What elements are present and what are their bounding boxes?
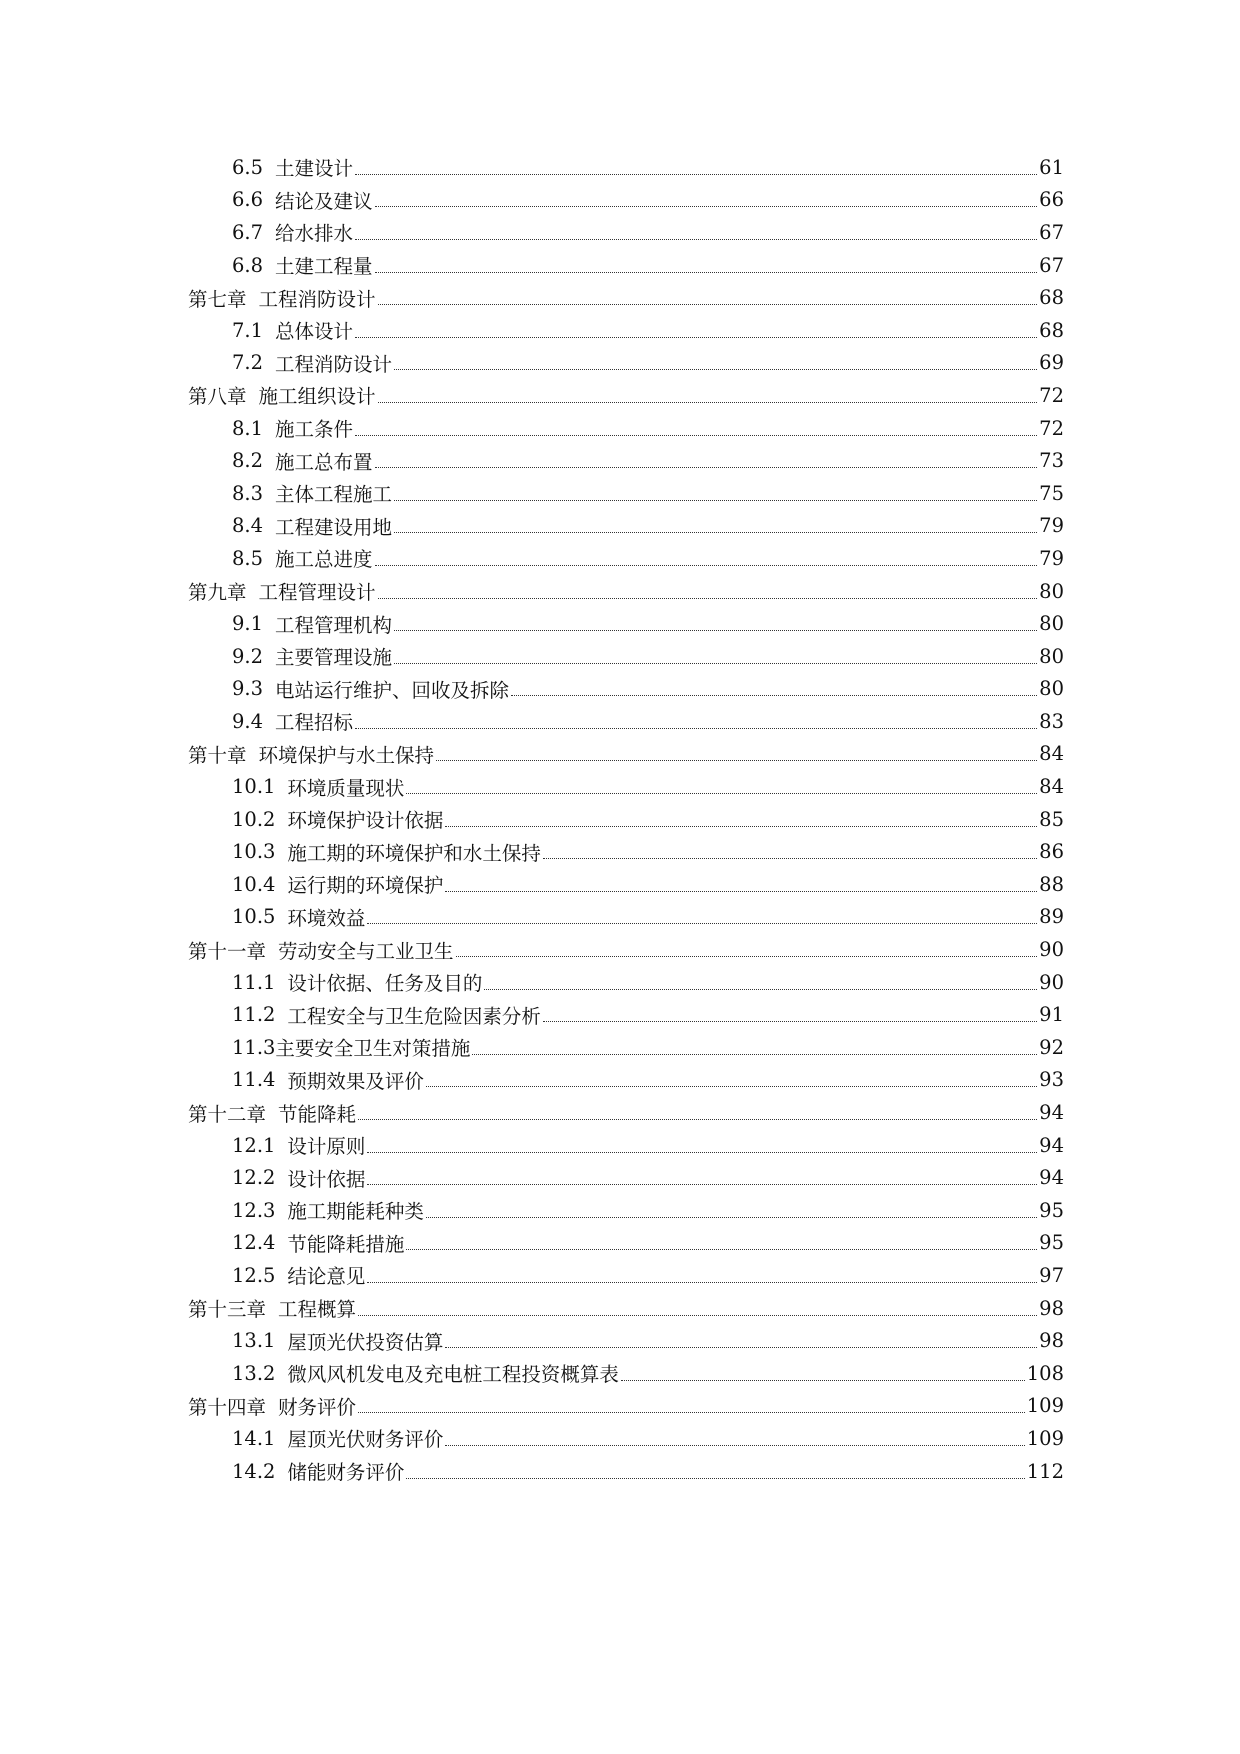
toc-entry-title: 工程管理设计 [258, 581, 376, 605]
toc-chapter-entry[interactable] [0, 1390, 1240, 1423]
toc-section-entry[interactable] [0, 803, 1240, 836]
toc-entry-number: 8.1 [232, 416, 264, 440]
toc-entry-title: 运行期的环境保护 [287, 874, 444, 898]
toc-chapter-entry[interactable] [0, 933, 1240, 966]
toc-entry-title: 结论意见 [287, 1265, 366, 1289]
dot-leader [355, 435, 1037, 436]
toc-page-number: 94 [1039, 1101, 1064, 1125]
toc-entry-number: 6.8 [232, 253, 264, 277]
table-of-contents [0, 151, 1240, 1487]
toc-entry-number: 14.2 [232, 1459, 276, 1483]
toc-section-entry[interactable] [0, 901, 1240, 934]
toc-entry-title: 总体设计 [275, 320, 354, 344]
toc-entry-number: 8.4 [232, 514, 264, 538]
toc-entry-number: 6.5 [232, 155, 264, 179]
dot-leader [436, 760, 1037, 761]
toc-entry-title: 工程概算 [278, 1298, 357, 1322]
toc-entry-number: 11.1 [232, 970, 276, 994]
dot-leader [375, 272, 1038, 273]
toc-entry-title: 土建工程量 [275, 255, 373, 279]
toc-entry-number: 8.5 [232, 546, 264, 570]
toc-entry-title: 主体工程施工 [275, 483, 393, 507]
dot-leader [621, 1380, 1025, 1381]
toc-page-number: 90 [1039, 970, 1064, 994]
toc-entry-number: 10.4 [232, 872, 276, 896]
toc-page-number: 68 [1039, 318, 1064, 342]
toc-section-entry[interactable] [0, 966, 1240, 999]
toc-entry-number: 7.2 [232, 351, 264, 375]
dot-leader [394, 369, 1037, 370]
toc-page-number: 73 [1039, 449, 1064, 473]
dot-leader [355, 239, 1037, 240]
dot-leader [543, 858, 1037, 859]
toc-page-number: 79 [1039, 546, 1064, 570]
toc-section-entry[interactable] [0, 673, 1240, 706]
toc-entry-title: 工程招标 [275, 711, 354, 735]
dot-leader [426, 1217, 1037, 1218]
toc-page-number: 97 [1039, 1263, 1064, 1287]
toc-page-number: 98 [1039, 1329, 1064, 1353]
toc-entry-number: 8.3 [232, 481, 264, 505]
dot-leader [406, 1478, 1024, 1479]
toc-entry-title: 环境质量现状 [287, 776, 405, 800]
toc-entry-title: 财务评价 [278, 1395, 357, 1419]
toc-entry-number: 13.1 [232, 1329, 276, 1353]
toc-section-entry[interactable] [0, 1194, 1240, 1227]
toc-section-entry[interactable] [0, 1064, 1240, 1097]
toc-page-number: 93 [1039, 1068, 1064, 1092]
toc-entry-title: 工程建设用地 [275, 515, 393, 539]
dot-leader [426, 1086, 1037, 1087]
toc-entry-number: 6.6 [232, 188, 264, 212]
toc-chapter-entry[interactable] [0, 738, 1240, 771]
dot-leader [367, 1184, 1037, 1185]
toc-entry-number: 12.5 [232, 1263, 276, 1287]
toc-page-number: 86 [1039, 840, 1064, 864]
toc-page-number: 83 [1039, 709, 1064, 733]
toc-section-entry[interactable] [0, 835, 1240, 868]
toc-page-number: 95 [1039, 1231, 1064, 1255]
toc-entry-number: 第十章 [188, 743, 247, 767]
dot-leader [456, 956, 1038, 957]
toc-section-entry[interactable] [0, 705, 1240, 738]
toc-section-entry[interactable] [0, 151, 1240, 184]
toc-page-number: 75 [1039, 481, 1064, 505]
toc-entry-number: 第十二章 [188, 1102, 267, 1126]
toc-section-entry[interactable] [0, 184, 1240, 217]
dot-leader [543, 1021, 1037, 1022]
toc-entry-number: 11.4 [232, 1068, 276, 1092]
toc-entry-title: 施工总进度 [275, 548, 373, 572]
dot-leader [355, 174, 1037, 175]
dot-leader [375, 467, 1038, 468]
toc-section-entry[interactable] [0, 1259, 1240, 1292]
toc-section-entry[interactable] [0, 1129, 1240, 1162]
dot-leader [394, 532, 1037, 533]
toc-entry-number: 9.4 [232, 709, 264, 733]
toc-entry-title: 工程消防设计 [275, 352, 393, 376]
toc-section-entry[interactable] [0, 1324, 1240, 1357]
toc-section-entry[interactable] [0, 607, 1240, 640]
toc-entry-number: 12.2 [232, 1166, 276, 1190]
toc-entry-number: 第十一章 [188, 939, 267, 963]
toc-section-entry[interactable] [0, 1357, 1240, 1390]
dot-leader [367, 1282, 1037, 1283]
toc-entry-title: 工程安全与卫生危险因素分析 [287, 1004, 541, 1028]
toc-entry-number: 13.2 [232, 1361, 276, 1385]
dot-leader [355, 728, 1037, 729]
toc-entry-number: 14.1 [232, 1426, 276, 1450]
dot-leader [484, 989, 1037, 990]
toc-entry-title: 施工期能耗种类 [287, 1200, 424, 1224]
toc-page-number: 84 [1039, 742, 1064, 766]
toc-page-number: 88 [1039, 872, 1064, 896]
toc-page-number: 80 [1039, 677, 1064, 701]
toc-page-number: 72 [1039, 383, 1064, 407]
toc-page-number: 95 [1039, 1198, 1064, 1222]
toc-page-number: 91 [1039, 1003, 1064, 1027]
toc-page-number: 98 [1039, 1296, 1064, 1320]
toc-section-entry[interactable] [0, 770, 1240, 803]
toc-entry-title: 环境保护与水土保持 [258, 743, 435, 767]
toc-page-number: 68 [1039, 286, 1064, 310]
toc-entry-title: 节能降耗措施 [287, 1232, 405, 1256]
toc-section-entry[interactable] [0, 640, 1240, 673]
toc-chapter-entry[interactable] [0, 281, 1240, 314]
toc-section-entry[interactable] [0, 444, 1240, 477]
toc-section-entry[interactable] [0, 868, 1240, 901]
toc-entry-title: 屋顶光伏财务评价 [287, 1428, 444, 1452]
toc-entry-title: 工程消防设计 [258, 287, 376, 311]
toc-section-entry[interactable] [0, 1031, 1240, 1064]
toc-page-number: 80 [1039, 612, 1064, 636]
toc-entry-number: 7.1 [232, 318, 264, 342]
toc-entry-number: 12.1 [232, 1133, 276, 1157]
toc-entry-title: 预期效果及评价 [287, 1069, 424, 1093]
toc-section-entry[interactable] [0, 542, 1240, 575]
dot-leader [394, 663, 1037, 664]
dot-leader [378, 598, 1038, 599]
toc-page-number: 72 [1039, 416, 1064, 440]
dot-leader [394, 500, 1037, 501]
toc-chapter-entry[interactable] [0, 575, 1240, 608]
toc-page-number: 94 [1039, 1166, 1064, 1190]
toc-entry-number: 第八章 [188, 385, 247, 409]
toc-section-entry[interactable] [0, 314, 1240, 347]
toc-section-entry[interactable] [0, 1422, 1240, 1455]
dot-leader [367, 923, 1037, 924]
toc-entry-title: 主要安全卫生对策措施 [275, 1037, 471, 1061]
toc-page-number: 112 [1026, 1459, 1064, 1483]
toc-page-number: 90 [1039, 938, 1064, 962]
toc-entry-title: 施工组织设计 [258, 385, 376, 409]
toc-section-entry[interactable] [0, 1227, 1240, 1260]
dot-leader [445, 891, 1037, 892]
toc-entry-title: 给水排水 [275, 222, 354, 246]
toc-entry-title: 设计原则 [287, 1135, 366, 1159]
dot-leader [445, 1445, 1024, 1446]
toc-section-entry[interactable] [0, 216, 1240, 249]
toc-entry-number: 8.2 [232, 449, 264, 473]
dot-leader [375, 206, 1038, 207]
toc-entry-title: 施工条件 [275, 418, 354, 442]
toc-entry-title: 节能降耗 [278, 1102, 357, 1126]
toc-section-entry[interactable] [0, 1455, 1240, 1488]
toc-section-entry[interactable] [0, 249, 1240, 282]
toc-page-number: 89 [1039, 905, 1064, 929]
dot-leader [445, 1347, 1037, 1348]
toc-page-number: 109 [1026, 1426, 1064, 1450]
toc-entry-title: 劳动安全与工业卫生 [278, 939, 454, 963]
toc-page-number: 109 [1026, 1394, 1064, 1418]
dot-leader [511, 695, 1037, 696]
toc-entry-number: 10.3 [232, 840, 276, 864]
toc-entry-title: 环境保护设计依据 [287, 809, 444, 833]
toc-entry-title: 施工总布置 [275, 450, 373, 474]
dot-leader [358, 1119, 1037, 1120]
toc-page-number: 67 [1039, 253, 1064, 277]
toc-entry-number: 10.5 [232, 905, 276, 929]
dot-leader [406, 793, 1037, 794]
toc-entry-title: 土建设计 [275, 157, 354, 181]
toc-entry-title: 微风风机发电及充电桩工程投资概算表 [287, 1363, 619, 1387]
dot-leader [445, 826, 1037, 827]
toc-page-number: 80 [1039, 579, 1064, 603]
toc-entry-number: 第十三章 [188, 1298, 267, 1322]
toc-entry-title: 结论及建议 [275, 189, 373, 213]
dot-leader [394, 630, 1037, 631]
toc-page-number: 94 [1039, 1133, 1064, 1157]
dot-leader [355, 337, 1037, 338]
toc-section-entry[interactable] [0, 347, 1240, 380]
toc-page-number: 85 [1039, 807, 1064, 831]
toc-entry-number: 6.7 [232, 220, 264, 244]
dot-leader [378, 304, 1038, 305]
toc-entry-number: 11.3 [232, 1035, 276, 1059]
dot-leader [358, 1315, 1037, 1316]
toc-entry-title: 设计依据、任务及目的 [287, 972, 483, 996]
dot-leader [375, 565, 1038, 566]
toc-page-number: 79 [1039, 514, 1064, 538]
dot-leader [472, 1054, 1037, 1055]
toc-section-entry[interactable] [0, 477, 1240, 510]
toc-chapter-entry[interactable] [0, 1096, 1240, 1129]
toc-page-number: 61 [1039, 155, 1064, 179]
dot-leader [378, 402, 1038, 403]
toc-section-entry[interactable] [0, 998, 1240, 1031]
toc-section-entry[interactable] [0, 1161, 1240, 1194]
toc-entry-number: 第七章 [188, 287, 247, 311]
dot-leader [358, 1412, 1025, 1413]
toc-entry-number: 12.4 [232, 1231, 276, 1255]
toc-entry-number: 9.1 [232, 612, 264, 636]
toc-page-number: 80 [1039, 644, 1064, 668]
toc-entry-number: 9.2 [232, 644, 264, 668]
dot-leader [406, 1249, 1037, 1250]
toc-page-number: 66 [1039, 188, 1064, 212]
toc-entry-title: 工程管理机构 [275, 613, 393, 637]
toc-entry-number: 第十四章 [188, 1395, 267, 1419]
toc-entry-title: 储能财务评价 [287, 1461, 405, 1485]
toc-entry-number: 10.2 [232, 807, 276, 831]
toc-page-number: 67 [1039, 220, 1064, 244]
toc-section-entry[interactable] [0, 510, 1240, 543]
toc-entry-number: 12.3 [232, 1198, 276, 1222]
dot-leader [367, 1152, 1037, 1153]
toc-entry-number: 第九章 [188, 581, 247, 605]
toc-page-number: 108 [1026, 1361, 1064, 1385]
toc-entry-title: 屋顶光伏投资估算 [287, 1330, 444, 1354]
toc-page-number: 69 [1039, 351, 1064, 375]
toc-entry-title: 施工期的环境保护和水土保持 [287, 841, 541, 865]
toc-entry-title: 环境效益 [287, 906, 366, 930]
toc-section-entry[interactable] [0, 412, 1240, 445]
toc-page-number: 92 [1039, 1035, 1064, 1059]
toc-entry-number: 11.2 [232, 1003, 276, 1027]
toc-page-number: 84 [1039, 775, 1064, 799]
toc-chapter-entry[interactable] [0, 379, 1240, 412]
toc-entry-number: 9.3 [232, 677, 264, 701]
toc-entry-title: 主要管理设施 [275, 646, 393, 670]
toc-entry-number: 10.1 [232, 775, 276, 799]
toc-chapter-entry[interactable] [0, 1292, 1240, 1325]
toc-entry-title: 电站运行维护、回收及拆除 [275, 678, 510, 702]
toc-entry-title: 设计依据 [287, 1167, 366, 1191]
